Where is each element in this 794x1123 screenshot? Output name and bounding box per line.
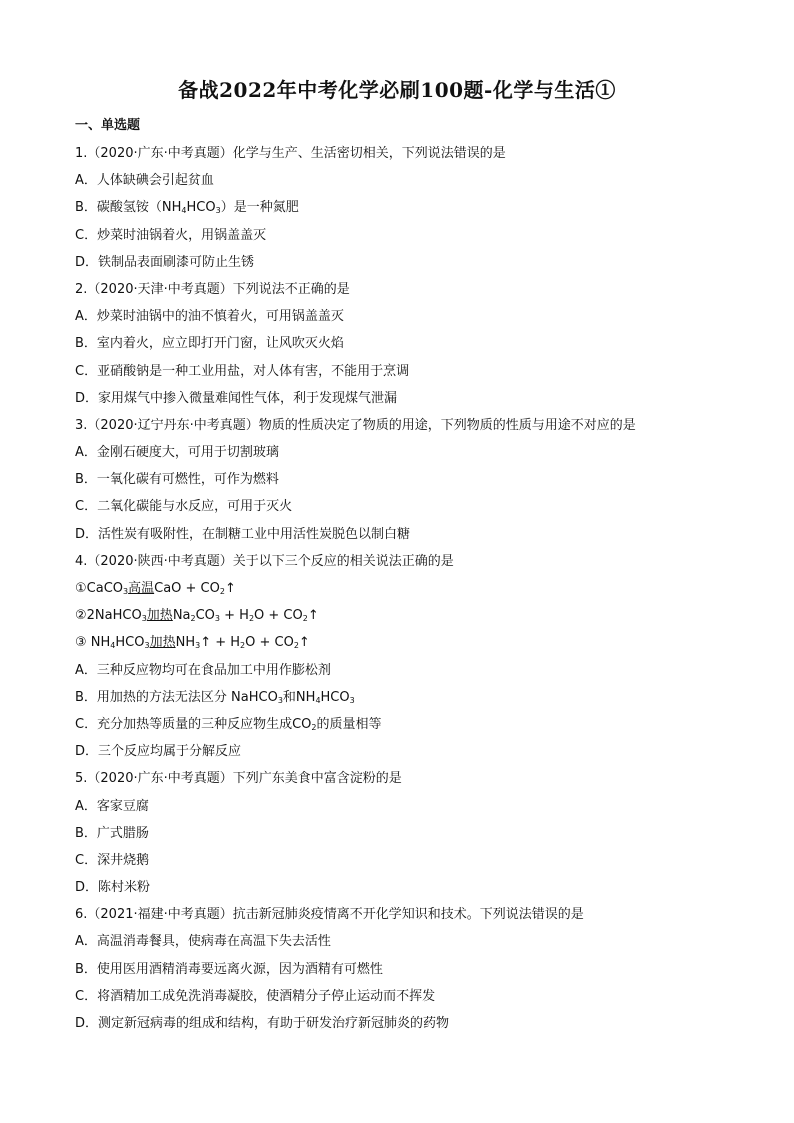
question-1-option-d: D．铁制品表面刷漆可防止生锈 (75, 254, 255, 270)
question-6-option-b: B．使用医用酒精消毒要远离火源，因为酒精有可燃性 (75, 961, 383, 977)
question-4-option-a: A．三种反应物均可在食品加工中用作膨松剂 (75, 662, 331, 678)
question-3-option-d: D．活性炭有吸附性，在制糖工业中用活性炭脱色以制白糖 (75, 526, 411, 542)
question-3-stem: 3.（2020·辽宁丹东·中考真题）物质的性质决定了物质的用途，下列物质的性质与用途不对应的是 (75, 417, 636, 433)
section-heading: 一、单选题 (75, 118, 141, 133)
question-2-stem: 2.（2020·天津·中考真题）下列说法不正确的是 (75, 281, 350, 297)
question-5-option-a: A．客家豆腐 (75, 798, 149, 814)
question-2-option-c: C．亚硝酸钠是一种工业用盐，对人体有害，不能用于烹调 (75, 363, 410, 379)
question-1-stem: 1.（2020·广东·中考真题）化学与生产、生活密切相关，下列说法错误的是 (75, 146, 506, 161)
question-4-option-d: D．三个反应均属于分解反应 (75, 744, 242, 760)
question-6-stem: 6.（2021·福建·中考真题）抗击新冠肺炎疫情离不开化学知识和技术。下列说法错误的是 (75, 907, 584, 923)
question-1-option-b: B．碳酸氢铵$(NH_4HCO_3)$是一种氮肥 (75, 200, 299, 216)
reaction-1: ①CaCO$_3$高温CaO + $CO_2↑$ (75, 581, 236, 596)
question-3-option-c: C．二氧化碳能与水反应，可用于灭火 (75, 499, 293, 515)
question-5-option-c: C．深井烧鹅 (75, 852, 150, 868)
question-1-option-c: C．炒菜时油锅着火，用锅盖盖灭 (75, 227, 267, 243)
question-2-option-a: A．炒菜时油锅中的油不慎着火，可用锅盖盖灭 (75, 309, 344, 325)
question-6-option-d: D．测定新冠病毒的组成和结构，有助于研发治疗新冠肺炎的药物 (75, 1016, 450, 1031)
question-4-option-c: C．充分加热等质量的三种反应物生成$CO_2$的质量相等 (75, 716, 382, 732)
reaction-2: ②2NaHCO$_3$加热$Na_2CO_3 + H_2O$ + $CO_2↑$ (75, 608, 319, 624)
question-6-option-c: C．将酒精加工成免洗消毒凝胶，使酒精分子停止运动而不挥发 (75, 988, 436, 1004)
question-4-stem: 4.（2020·陕西·中考真题）关于以下三个反应的相关说法正确的是 (75, 553, 454, 569)
reaction-3: ③ $NH_4HCO_3$加热$NH_3↑ + H_2O$ + $CO_2↑$ (75, 635, 310, 651)
question-5-stem: 5.（2020·广东·中考真题）下列广东美食中富含淀粉的是 (75, 771, 402, 787)
question-3-option-b: B．一氧化碳有可燃性，可作为燃料 (75, 472, 279, 488)
question-2-option-d: D．家用煤气中掺入微量难闻性气体，利于发现煤气泄漏 (75, 390, 398, 406)
page-title: 备战2022年中考化学必刷100题-化学与生活① (178, 78, 616, 102)
question-6-option-a: A．高温消毒餐具，使病毒在高温下失去活性 (75, 934, 331, 950)
question-2-option-b: B．室内着火，应立即打开门窗，让风吹灭火焰 (75, 336, 344, 352)
question-5-option-b: B．广式腊肠 (75, 825, 149, 841)
question-3-option-a: A．金刚石硬度大，可用于切割玻璃 (75, 445, 279, 461)
question-4-option-b: B．用加热的方法无法区分 NaHCO$_3$和$NH_4HCO_3$ (75, 689, 355, 705)
question-list (75, 144, 725, 1041)
question-5-option-d: D．陈村米粉 (75, 880, 151, 896)
question-1-option-a: A．人体缺碘会引起贫血 (75, 173, 214, 189)
